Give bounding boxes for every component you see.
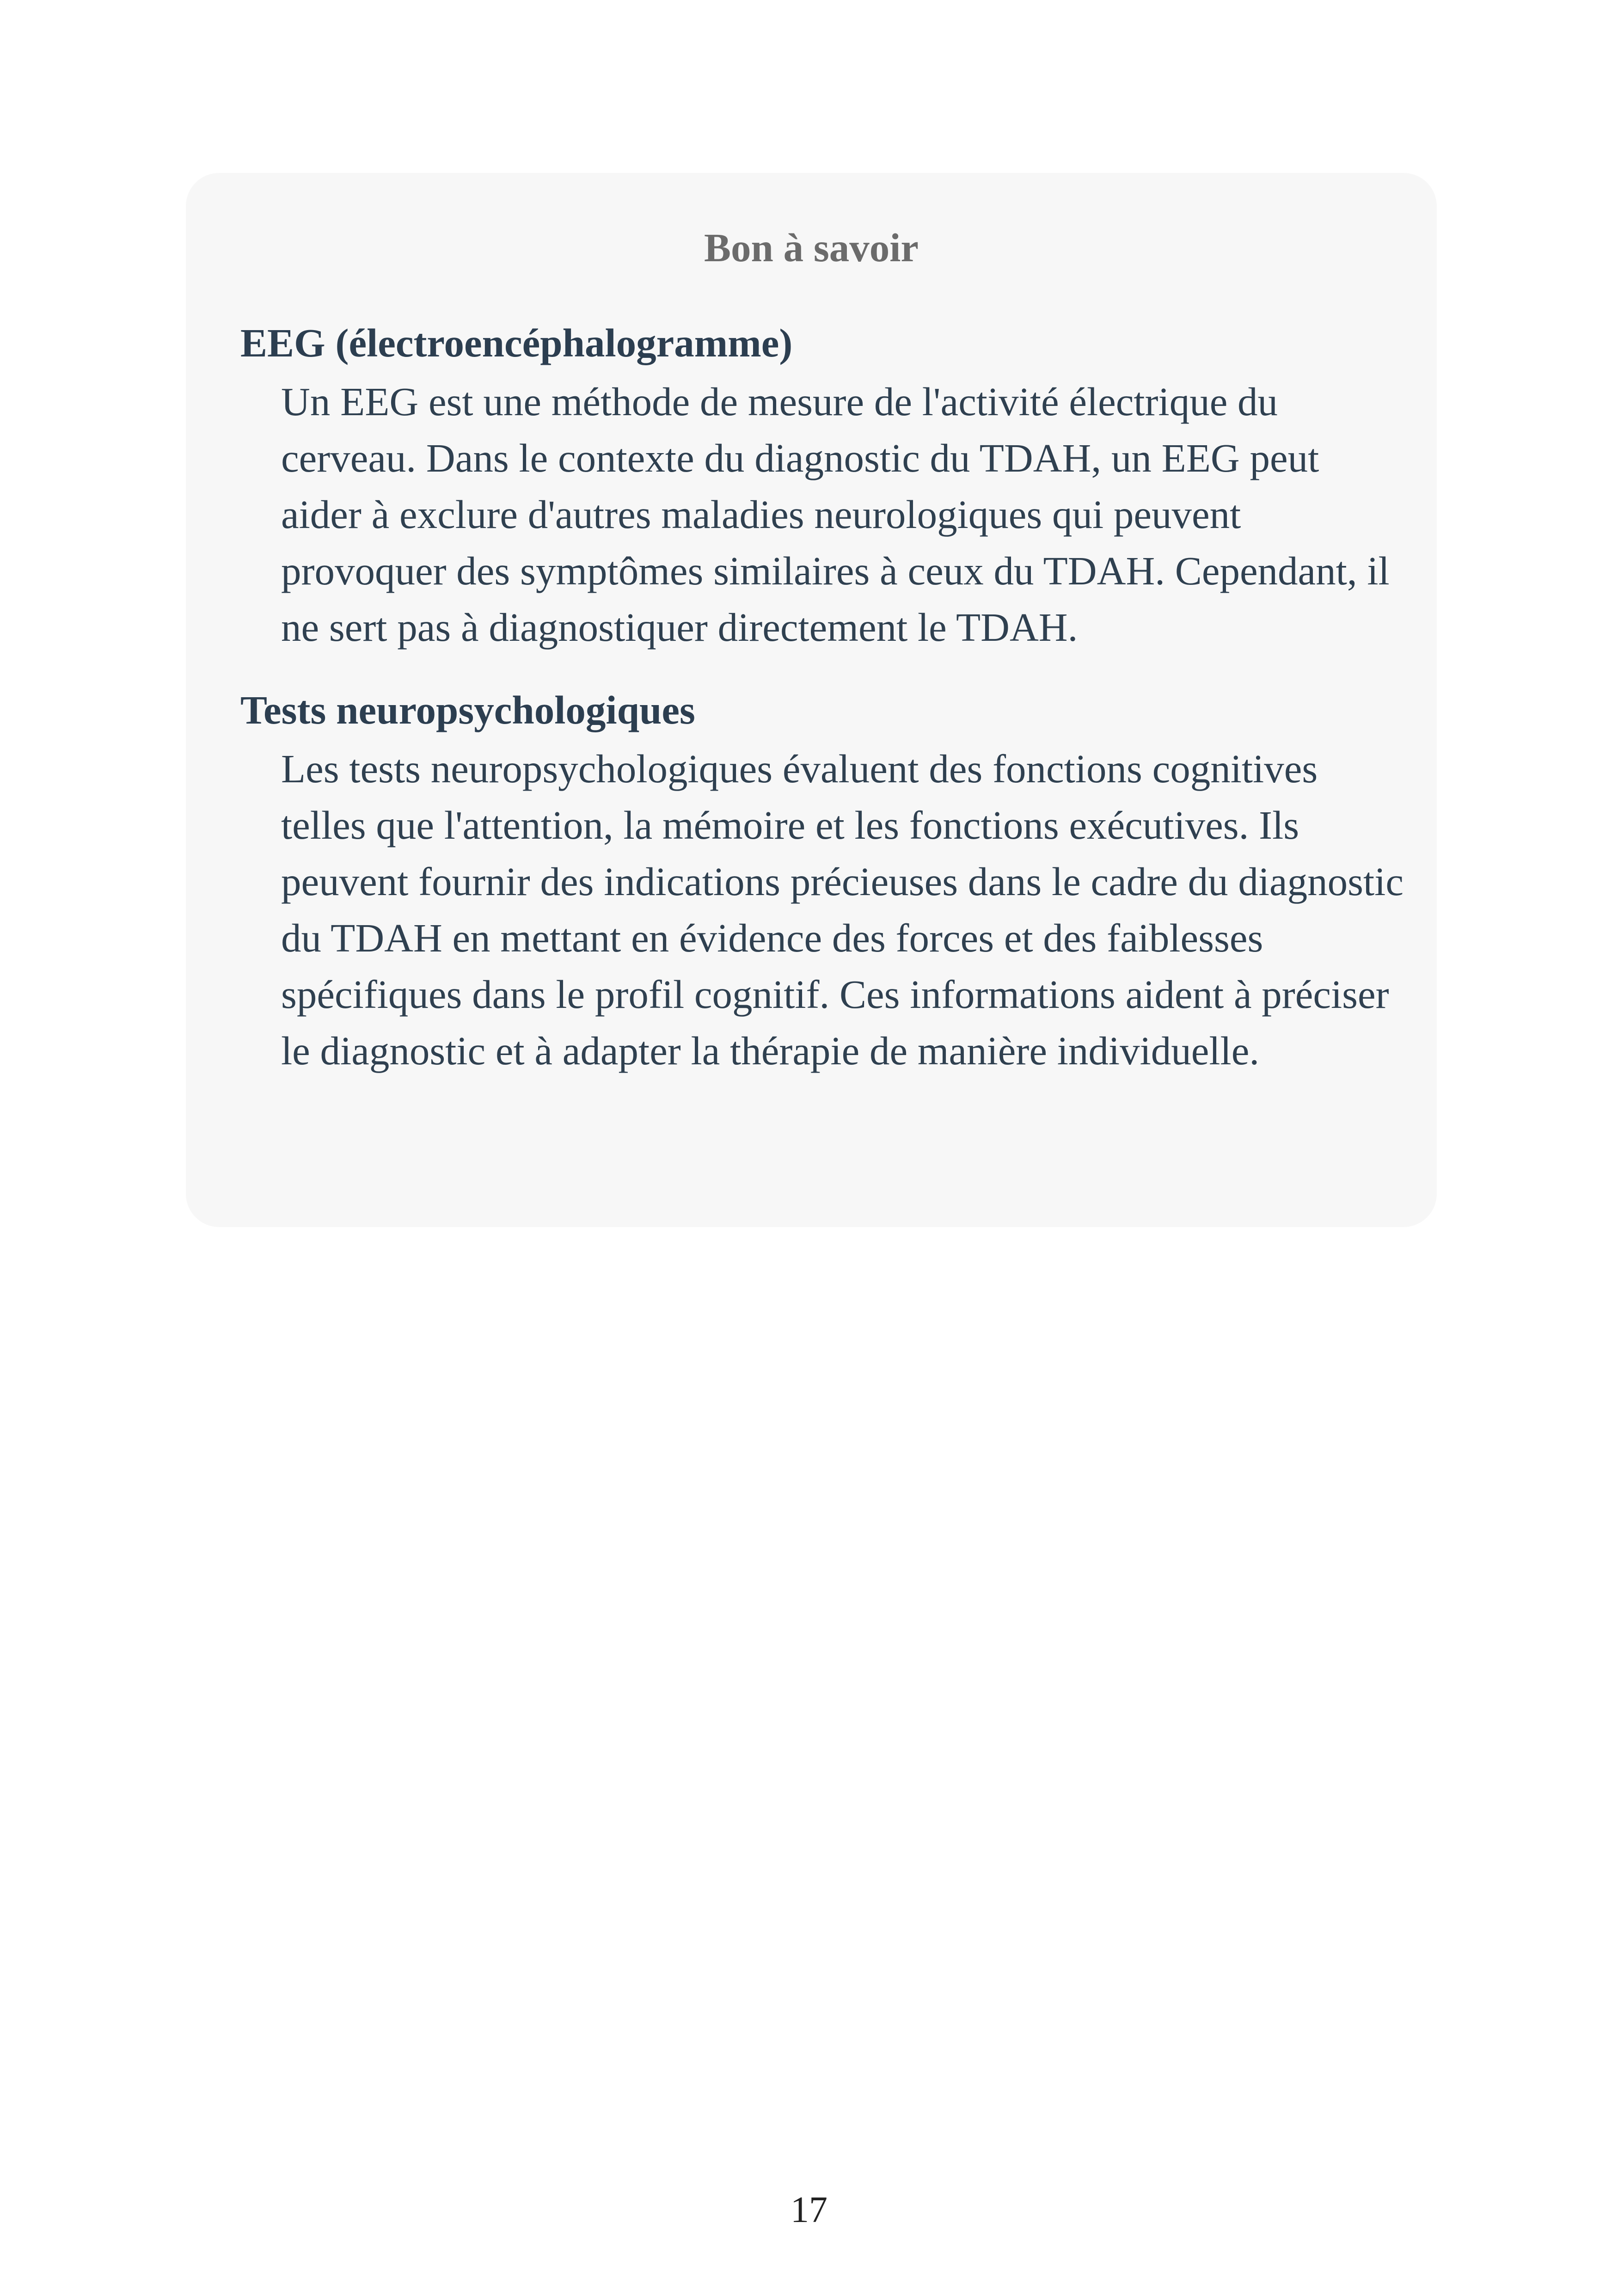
section-body-neuropsych-tests: Les tests neuropsychologiques évaluent des fonctions cognitives telles que l'attention, la mémoire et les fonctions exécutives. Ils peuvent fournir des indications précieuses dans le cadre du diagnostic du TDAH en mettant en évidence des forces et des faiblesses spécifiques dans le profil cognitif. Ces informations aident à préciser le diagnostic et à adapter la thérapie de manière individuelle. (281, 746, 1403, 1073)
section-neuropsych-tests (240, 684, 1403, 1079)
info-box (186, 173, 1437, 1227)
section-body-eeg: Un EEG est une méthode de mesure de l'activité électrique du cerveau. Dans le contexte du diagnostic du TDAH, un EEG peut aider à exclure d'autres maladies neurologiques qui peuvent provoquer des symptômes similaires à ceux du TDAH. Cependant, il ne sert pas à diagnostiquer directement le TDAH. (281, 379, 1390, 650)
section-heading-eeg: EEG (électroencéphalogramme) (240, 320, 793, 365)
info-box-title: Bon à savoir (704, 225, 919, 270)
page-number: 17 (791, 2190, 827, 2230)
section-eeg (240, 317, 1390, 656)
section-heading-neuropsych-tests: Tests neuropsychologiques (240, 688, 695, 732)
